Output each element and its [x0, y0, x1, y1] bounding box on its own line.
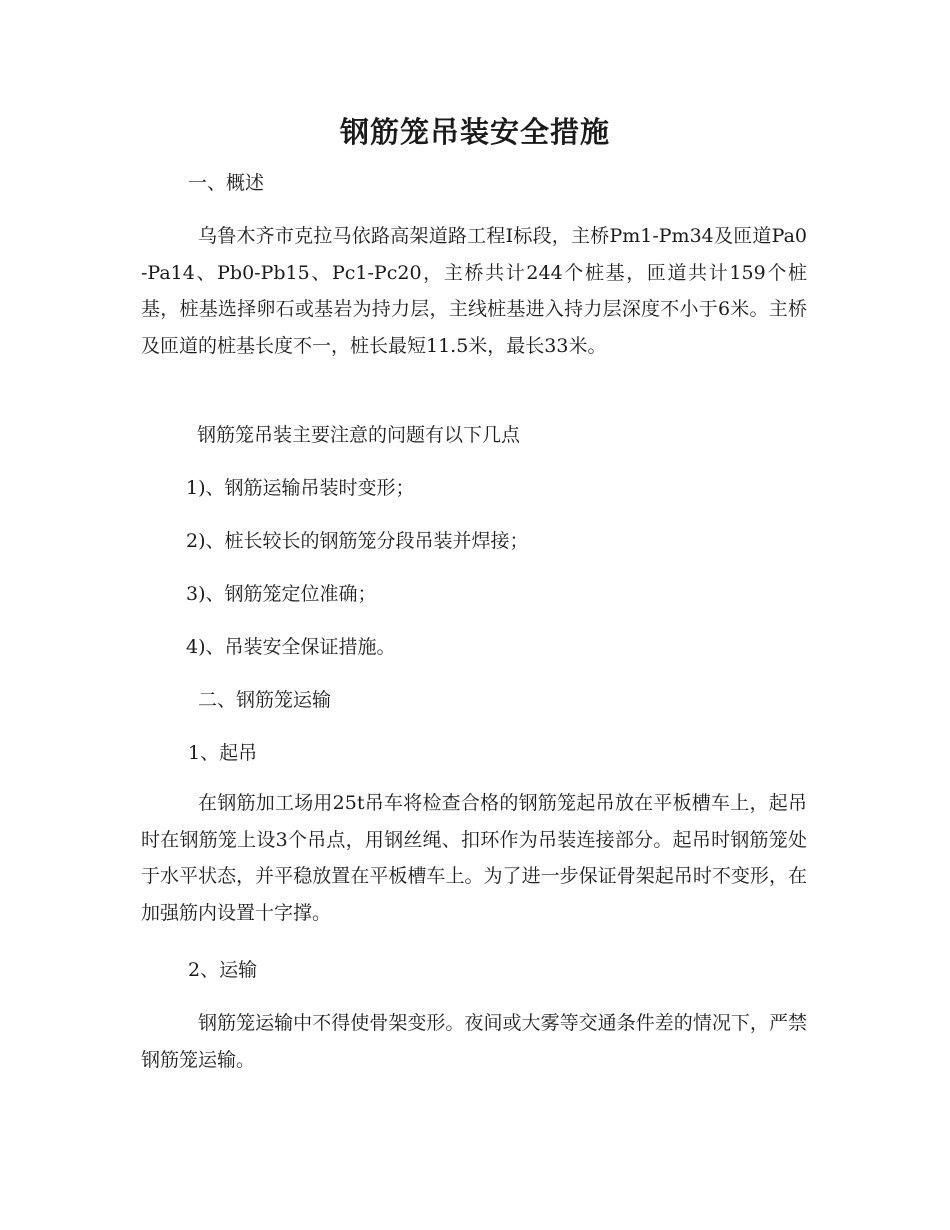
section-heading-transport: 二、钢筋笼运输 — [198, 689, 332, 711]
list-item: 3)、钢筋笼定位准确； — [186, 583, 377, 605]
list-item: 2)、桩长较长的钢筋笼分段吊装并焊接； — [186, 530, 529, 552]
section-heading-overview: 一、概述 — [188, 172, 265, 194]
transport-paragraph: 钢筋笼运输中不得使骨架变形。夜间或大雾等交通条件差的情况下，严禁钢筋笼运输。 — [141, 1012, 807, 1071]
subheading-lifting: 1、起吊 — [188, 742, 258, 764]
document-title: 钢筋笼吊装安全措施 — [339, 115, 610, 149]
subheading-transport: 2、运输 — [188, 959, 258, 981]
list-item: 1)、钢筋运输吊装时变形； — [186, 477, 415, 499]
lifting-paragraph: 在钢筋加工场用25t吊车将检查合格的钢筋笼起吊放在平板槽车上，起吊时在钢筋笼上设3个吊点，用钢丝绳、扣环作为吊装连接部分。起吊时钢筋笼处于水平状态，并平稳放置在平板槽车上。为了进一步保证骨架起吊时不变形，在加强筋内设置十字撑。 — [141, 792, 807, 924]
overview-paragraph: 乌鲁木齐市克拉马依路高架道路工程Ⅰ标段，主桥Pm1-Pm34及匝道Pa0-Pa14、Pb0-Pb15、Pc1-Pc20，主桥共计244个桩基，匝道共计159个桩基，桩基选择卵石或基岩为持力层，主线桩基进入持力层深度不小于6米。主桥及匝道的桩基长度不一，桩长最短11.5米，最长33米。 — [141, 225, 807, 357]
issues-intro: 钢筋笼吊装主要注意的问题有以下几点 — [197, 424, 521, 446]
list-item: 4)、吊装安全保证措施。 — [186, 636, 396, 658]
